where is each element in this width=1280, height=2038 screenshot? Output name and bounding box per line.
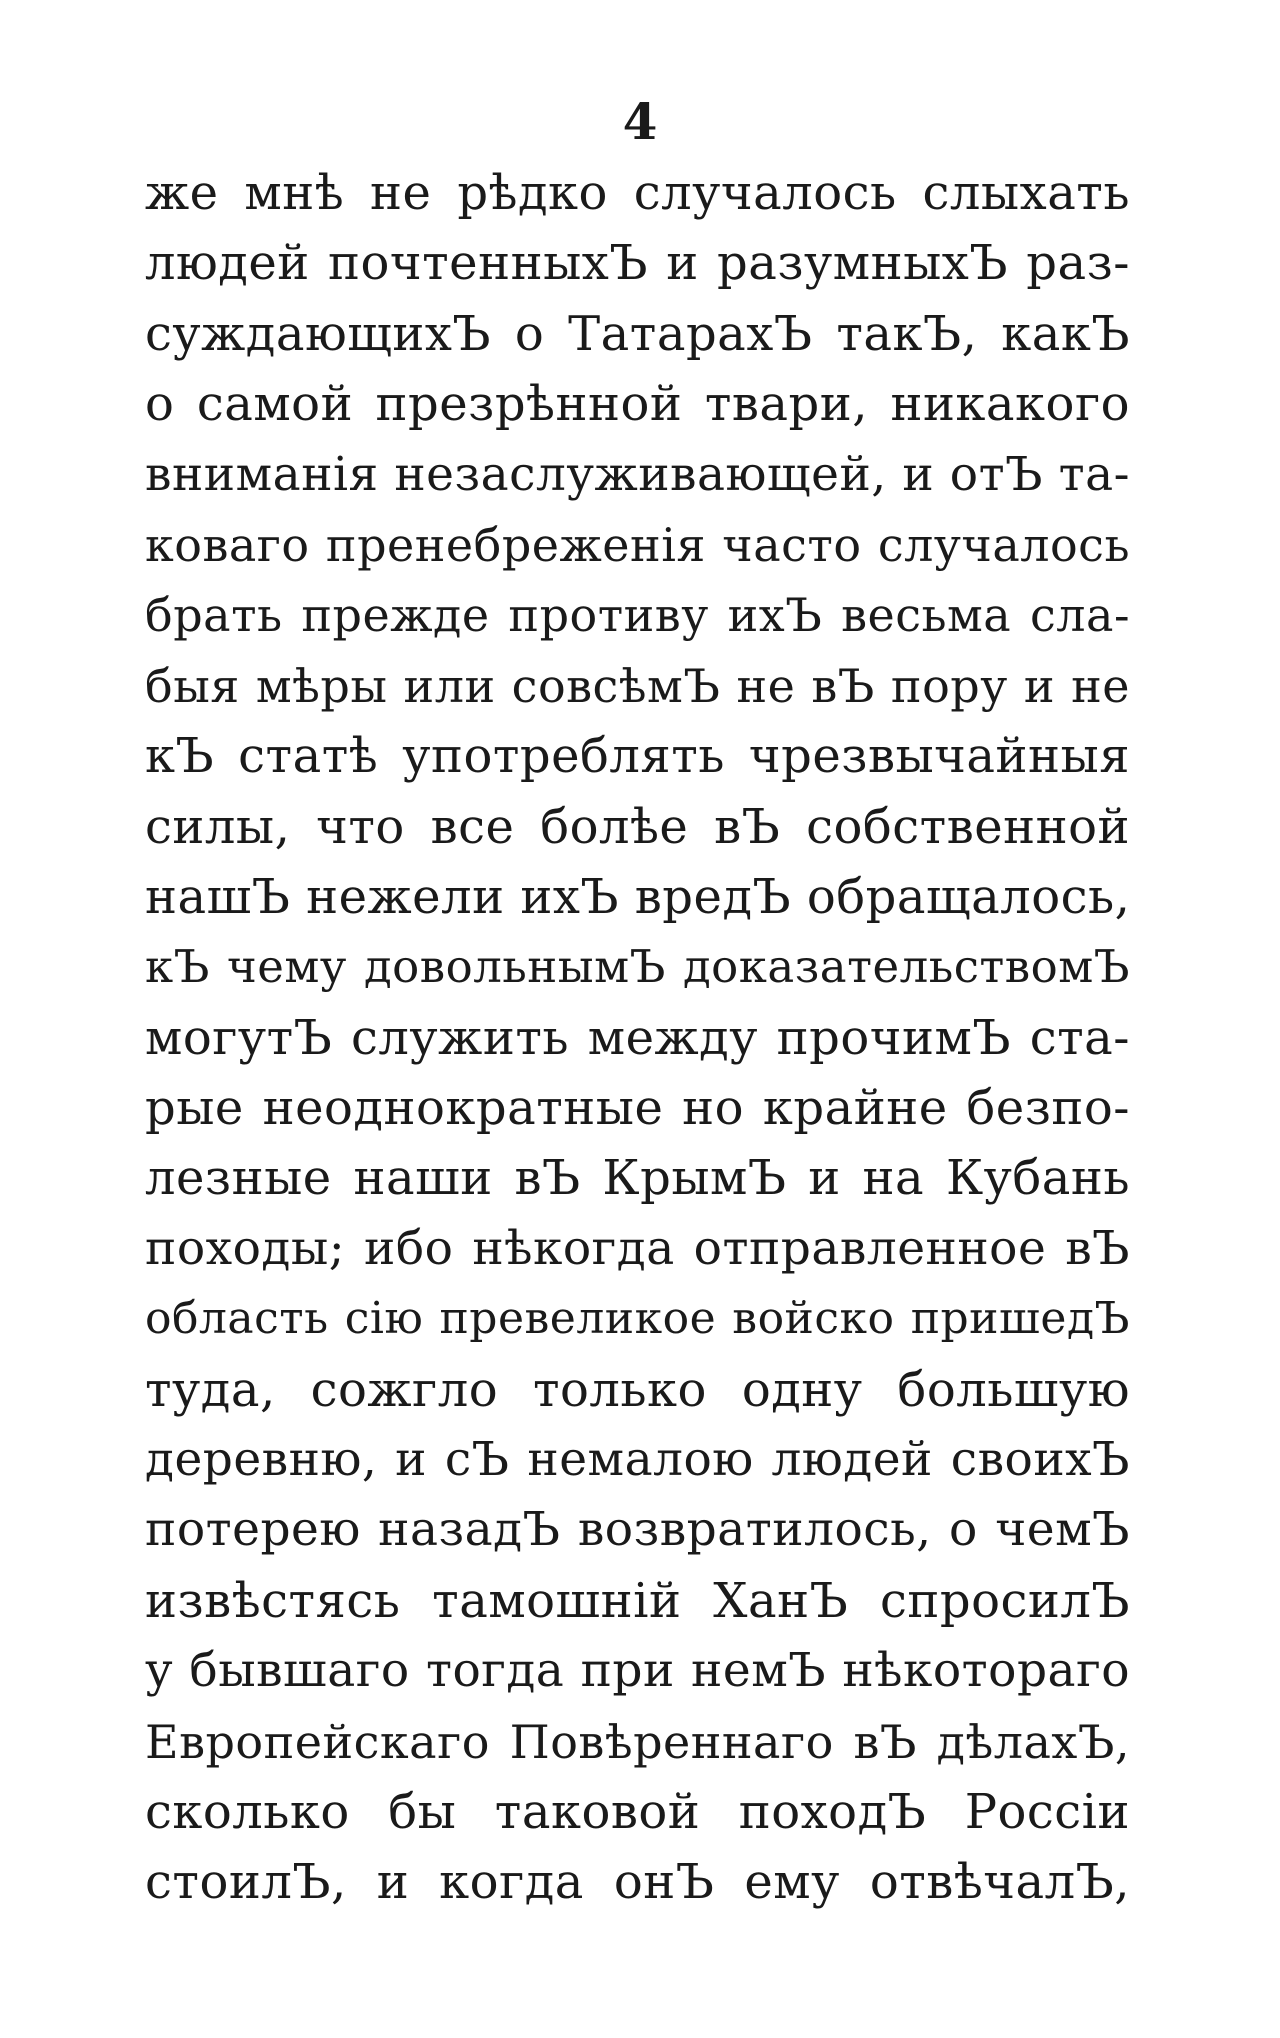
text-line: быя мѣры или совсѣмЪ не вЪ пору и не (145, 658, 1130, 713)
text-line: туда, сожгло только одну большую (145, 1361, 1130, 1418)
text-line: Европейскаго Повѣреннаго вЪ дѣлахЪ, (145, 1714, 1130, 1769)
text-line: рые неоднократные но крайне безпо- (145, 1080, 1130, 1137)
text-line: коваго пренебреженія часто случалось (145, 517, 1130, 572)
text-line: сколько бы таковой походЪ Россіи (145, 1783, 1130, 1840)
page-number: 4 (622, 92, 658, 151)
text-line: брать прежде противу ихЪ весьма сла- (145, 588, 1130, 643)
text-line: вниманія незаслуживающей, и отЪ та- (145, 446, 1130, 502)
text-line: область сію превеликое войско пришедЪ (145, 1293, 1130, 1345)
text-line: силы, что все болѣе вЪ собственной (145, 798, 1130, 855)
text-line: походы; ибо нѣкогда отправленное вЪ (145, 1220, 1130, 1276)
text-line: у бывшаго тогда при немЪ нѣкотораго (145, 1643, 1130, 1699)
text-line: суждающихЪ о ТатарахЪ такЪ, какЪ (145, 305, 1130, 362)
text-line: лезные наши вЪ КрымЪ и на Кубань (145, 1150, 1130, 1207)
text-line: могутЪ служить между прочимЪ ста- (145, 1009, 1130, 1066)
text-line: о самой презрѣнной твари, никакого (145, 376, 1130, 433)
text-line: людей почтенныхЪ и разумныхЪ раз- (145, 235, 1130, 292)
text-line: кЪ чему довольнымЪ доказательствомЪ (145, 940, 1130, 994)
text-line: кЪ статѣ употреблять чрезвычайныя (145, 728, 1130, 785)
text-line: нашЪ нежели ихЪ вредЪ обращалось, (145, 868, 1131, 925)
text-line: извѣстясь тамошній ХанЪ спросилЪ (145, 1572, 1130, 1629)
text-line: же мнѣ не рѣдко случалось слыхать (145, 165, 1130, 221)
body-text (145, 158, 1130, 1918)
text-line: потерею назадЪ возвратилось, о чемЪ (145, 1502, 1130, 1558)
text-line: деревню, и сЪ немалою людей своихЪ (145, 1432, 1130, 1488)
text-line: стоилЪ, и когда онЪ ему отвѣчалЪ, (145, 1854, 1130, 1911)
